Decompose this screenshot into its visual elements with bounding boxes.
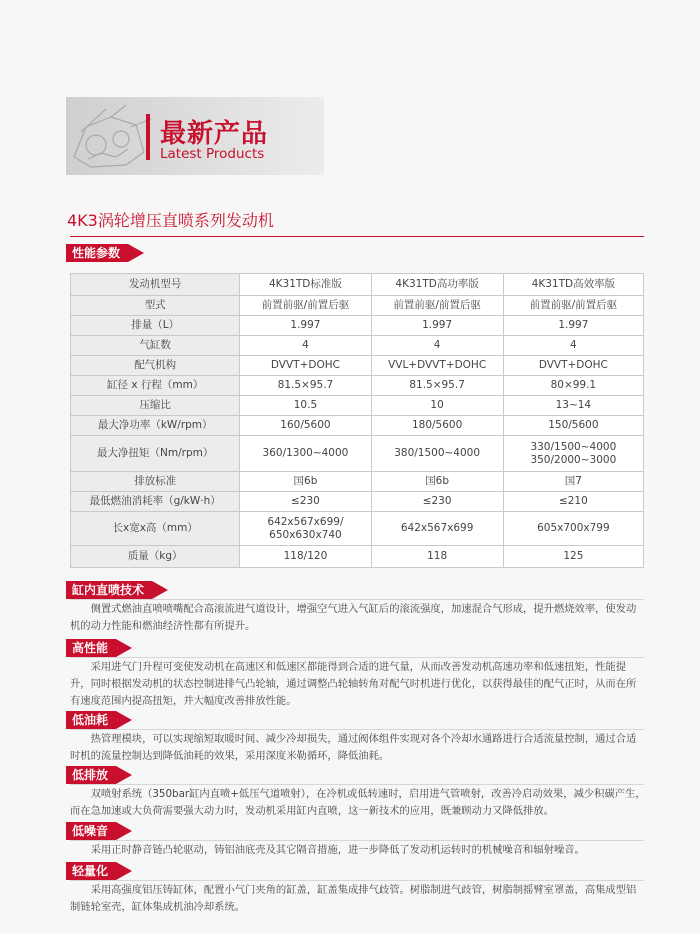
table-cell: 360/1300~4000: [240, 436, 371, 472]
table-cell: 国6b: [371, 472, 503, 492]
row-label: 型式: [71, 296, 240, 316]
table-cell: 13~14: [503, 396, 643, 416]
table-cell-multiline: [240, 512, 371, 546]
table-cell: 81.5×95.7: [240, 376, 371, 396]
table-cell: 前置前驱/前置后驱: [503, 296, 643, 316]
section-text-low-fuel: 热管理模块，可以实现缩短取暖时间、减少冷却损失，通过阀体组件实现对各个冷却水通路进行合适流量控制，通过合适时机的流量控制达到降低油耗的效果，采用深度米勒循环，降低油耗。: [70, 733, 637, 762]
table-cell: 80×99.1: [503, 376, 643, 396]
table-cell: DVVT+DOHC: [503, 356, 643, 376]
row-label: 气缸数: [71, 336, 240, 356]
section-divider: [70, 784, 644, 785]
table-cell: 380/1500~4000: [371, 436, 503, 472]
section-text-direct-injection: 侧置式燃油直喷喷嘴配合高滚流进气道设计，增强空气进入气缸后的滚流强度，加速混合气形成，提升燃烧效率，使发动机的动力性能和燃油经济性都有所提升。: [70, 603, 637, 632]
table-cell: 4: [240, 336, 371, 356]
table-row: [71, 356, 644, 376]
table-cell: 10.5: [240, 396, 371, 416]
table-cell: 前置前驱/前置后驱: [371, 296, 503, 316]
row-label: 压缩比: [71, 396, 240, 416]
table-cell: 1.997: [503, 316, 643, 336]
table-cell: 118/120: [240, 546, 371, 568]
spec-section-tag: 性能参数: [66, 244, 128, 262]
table-cell: 1.997: [371, 316, 503, 336]
table-row: [71, 472, 644, 492]
section-divider: [70, 729, 644, 730]
section-text-performance: 采用进气门升程可变使发动机在高速区和低速区都能得到合适的进气量，从而改善发动机高速功率和低速扭矩，性能提升，同时根据发动机的状态控制进排气凸轮轴，通过调整凸轮轴转角对配气时机进行优化，以获得最佳的配气正时，从而在所有速度范围内提高扭矩，并大幅度改善排放性能。: [70, 661, 637, 707]
table-cell: 4: [371, 336, 503, 356]
section-tag-low-noise: 低噪音: [66, 822, 116, 840]
row-label: 缸径 x 行程（mm）: [71, 376, 240, 396]
table-cell: 150/5600: [503, 416, 643, 436]
table-cell: 642x567x699: [371, 512, 503, 546]
row-label: 长x宽x高（mm）: [71, 512, 240, 546]
title-divider: [70, 236, 644, 237]
table-row: [71, 546, 644, 568]
table-cell: ≤210: [503, 492, 643, 512]
table-cell: DVVT+DOHC: [240, 356, 371, 376]
section-divider: [70, 599, 644, 600]
section-tag-low-fuel: 低油耗: [66, 711, 116, 729]
table-cell: 125: [503, 546, 643, 568]
cell-line: 642x567x699/: [267, 515, 344, 528]
table-cell: 160/5600: [240, 416, 371, 436]
table-cell: 1.997: [240, 316, 371, 336]
row-label: 最大净扭矩（Nm/rpm）: [71, 436, 240, 472]
table-cell: ≤230: [240, 492, 371, 512]
table-row: [71, 416, 644, 436]
table-cell: VVL+DVVT+DOHC: [371, 356, 503, 376]
row-label: 质量（kg）: [71, 546, 240, 568]
table-cell: 国6b: [240, 472, 371, 492]
table-cell: 81.5×95.7: [371, 376, 503, 396]
table-row: [71, 492, 644, 512]
table-cell: 前置前驱/前置后驱: [240, 296, 371, 316]
spec-table: [70, 273, 644, 568]
section-divider: [70, 657, 644, 658]
section-text-lightweight: 采用高强度铝压铸缸体，配置小气门夹角的缸盖，缸盖集成排气歧管。树脂制进气歧管，树脂制摇臂室罩盖，高集成型铝制链轮室壳，缸体集成机油冷却系统。: [70, 884, 637, 913]
engine-illustration-icon: [66, 97, 156, 175]
table-header-row: [71, 274, 644, 296]
section-divider: [70, 840, 644, 841]
table-cell: 10: [371, 396, 503, 416]
header-title-cn: 最新产品: [160, 119, 269, 149]
section-text-low-noise: 采用正时静音链凸轮驱动，铸铝油底壳及其它隔音措施，进一步降低了发动机运转时的机械噪音和辐射噪音。: [90, 844, 585, 856]
page-title: 4K3涡轮增压直喷系列发动机: [67, 211, 274, 230]
section-tag-low-emission: 低排放: [66, 766, 116, 784]
row-label: 排量（L）: [71, 316, 240, 336]
table-cell: ≤230: [371, 492, 503, 512]
table-row: [71, 512, 644, 546]
table-cell: 605x700x799: [503, 512, 643, 546]
row-label: 排放标准: [71, 472, 240, 492]
row-label: 最低燃油消耗率（g/kW·h）: [71, 492, 240, 512]
table-row: [71, 336, 644, 356]
table-cell: 4: [503, 336, 643, 356]
row-label: 配气机构: [71, 356, 240, 376]
table-cell: 180/5600: [371, 416, 503, 436]
table-cell-multiline: [503, 436, 643, 472]
table-row: [71, 316, 644, 336]
header-title-en: Latest Products: [160, 146, 265, 162]
cell-line: 330/1500~4000: [530, 440, 617, 453]
table-header-cell: 发动机型号: [71, 274, 240, 296]
cell-line: 650x630x740: [269, 528, 342, 541]
title-accent-bar: [146, 114, 150, 160]
table-row: [71, 376, 644, 396]
section-tag-direct-injection: 缸内直喷技术: [66, 581, 152, 599]
row-label: 最大净功率（kW/rpm）: [71, 416, 240, 436]
table-cell: 118: [371, 546, 503, 568]
table-cell: 国7: [503, 472, 643, 492]
section-tag-performance: 高性能: [66, 639, 116, 657]
table-header-cell: 4K31TD高功率版: [371, 274, 503, 296]
table-header-cell: 4K31TD高效率版: [503, 274, 643, 296]
section-tag-lightweight: 轻量化: [66, 862, 116, 880]
table-row: [71, 396, 644, 416]
section-divider: [70, 880, 644, 881]
table-header-cell: 4K31TD标准版: [240, 274, 371, 296]
cell-line: 350/2000~3000: [530, 453, 617, 466]
table-row: [71, 436, 644, 472]
table-row: [71, 296, 644, 316]
section-text-low-emission: 双喷射系统（350bar缸内直喷+低压气道喷射），在冷机或低转速时，启用进气管喷射，改善冷启动效果，减少积碳产生，而在急加速或大负荷需要强大动力时，发动机采用缸内直喷，这一新技术的应用，既兼顾动力又降低排放。: [70, 788, 646, 817]
